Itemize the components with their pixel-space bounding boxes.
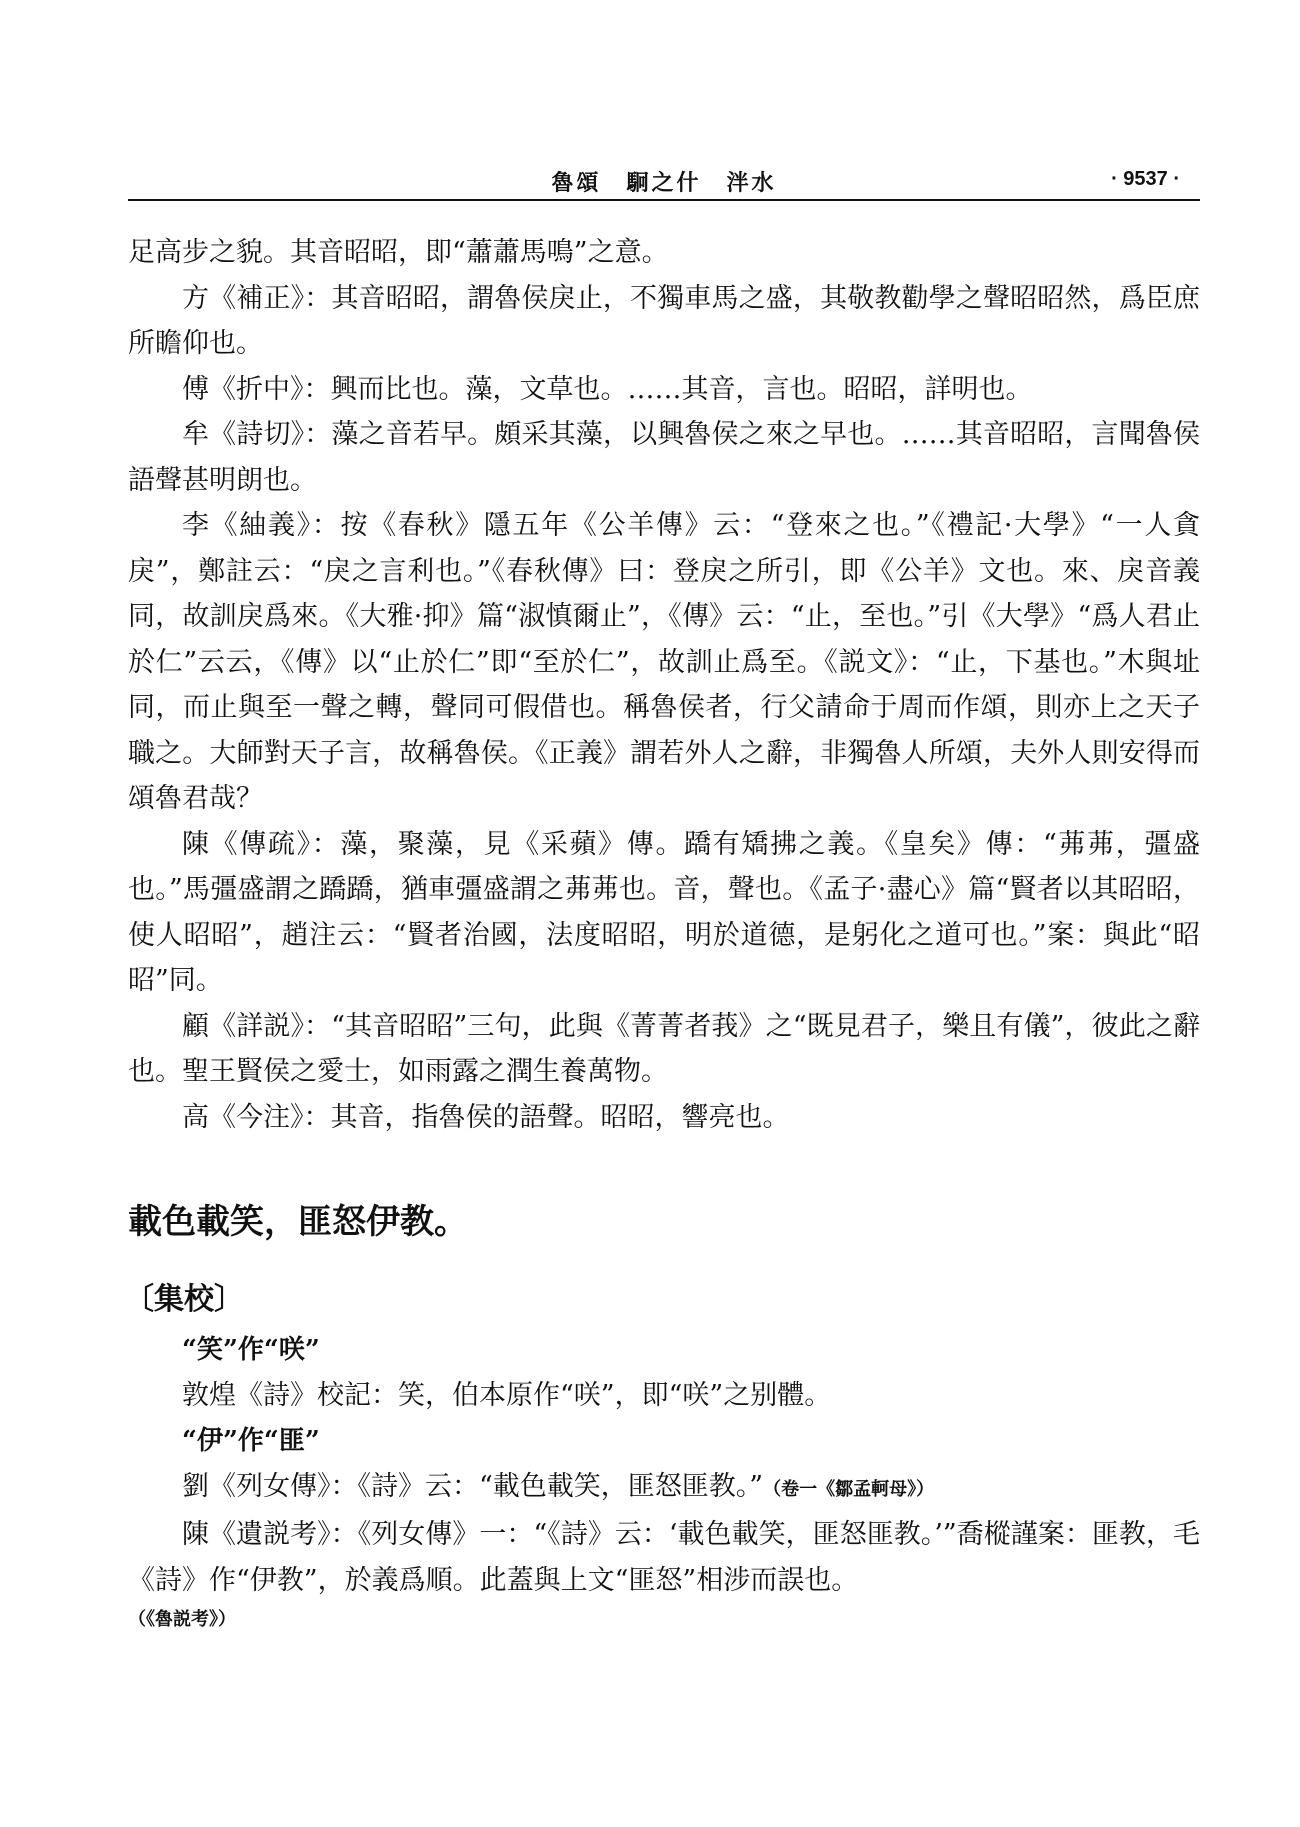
collation-entry-text: 敦煌《詩》校記：笑，伯本原作“咲”，即“咲”之别體。 — [182, 1380, 832, 1411]
commentary-paragraph: 顧《詳説》：“其音昭昭”三句，此與《菁菁者莪》之“既見君子，樂且有儀”，彼此之辭也。聖王賢侯之愛士，如雨露之潤生養萬物。 — [128, 1010, 1200, 1087]
source-note: （卷一《鄒孟軻母》） — [763, 1478, 935, 1500]
commentary-paragraph: 高《今注》：其音，指魯侯的語聲。昭昭，響亮也。 — [182, 1101, 790, 1133]
section-label-collation: 〔集校〕 — [124, 1282, 244, 1317]
page-body — [124, 230, 1200, 1637]
commentary-paragraph: 牟《詩切》：藻之音若早。頗采其藻，以興魯侯之來之早也。……其音昭昭，言聞魯侯語聲甚明朗也。 — [128, 419, 1200, 496]
page-number: · 9537 · — [1111, 168, 1180, 190]
running-header-title: 魯頌 駉之什 泮水 — [551, 170, 777, 196]
commentary-paragraph: 足高步之貌。其音昭昭，即“蕭蕭馬鳴”之意。 — [128, 237, 669, 268]
commentary-paragraph: 方《補正》：其音昭昭，謂魯侯戾止，不獨車馬之盛，其敬教勸學之聲昭昭然，爲臣庶所瞻仰也。 — [128, 282, 1200, 359]
commentary-paragraph: 陳《傳疏》：藻，聚藻，見《采蘋》傳。蹻有矯拂之義。《皇矣》傳：“茀茀，彊盛也。”馬彊盛謂之蹻蹻，猶車彊盛謂之茀茀也。音，聲也。《孟子·盡心》篇“賢者以其昭昭，使人昭昭”，趙注云：“賢者治國，法度昭昭，明於道德，是躬化之道可也。”案：與此“昭昭”同。 — [128, 828, 1200, 996]
collation-entry-text: 陳《遺説考》：《列女傳》一：“《詩》云：‘載色載笑，匪怒匪教。’”喬樅謹案：匪教，毛《詩》作“伊教”，於義爲順。此蓋與上文“匪怒”相涉而誤也。 — [128, 1519, 1200, 1596]
collation-entry-title: “笑”作“咲” — [182, 1335, 320, 1365]
collation-entry-title: “伊”作“匪” — [182, 1425, 320, 1456]
commentary-paragraphs — [128, 230, 1200, 1140]
collation-entry-text — [128, 1464, 1200, 1513]
running-header — [128, 160, 1200, 200]
header-rule — [128, 199, 1200, 201]
commentary-paragraph: 李《紬義》：按《春秋》隱五年《公羊傳》云：“登來之也。”《禮記·大學》“一人貪戾”，鄭註云：“戾之言利也。”《春秋傳》曰：登戾之所引，即《公羊》文也。來、戾音義同，故訓戾爲來。《大雅·抑》篇“淑慎爾止”，《傳》云：“止，至也。”引《大學》“爲人君止於仁”云云，《傳》以“止於仁”即“至於仁”，故訓止爲至。《説文》：“止，下基也。”木與址同，而止與至一聲之轉，聲同可假借也。稱魯侯者，行父請命于周而作頌，則亦上之天子職之。大師對天子言，故稱魯侯。《正義》謂若外人之辭，非獨魯人所頌，夫外人則安得而頌魯君哉？ — [128, 510, 1200, 814]
collation-entry-body: 劉《列女傳》：《詩》云：“載色載笑，匪怒匪教。” — [182, 1470, 764, 1502]
source-note: （《魯説考》） — [128, 1609, 236, 1630]
verse-heading: 載色載笑，匪怒伊教。 — [128, 1202, 468, 1242]
commentary-paragraph: 傅《折中》：興而比也。藻，文草也。……其音，言也。昭昭，詳明也。 — [182, 373, 1033, 405]
